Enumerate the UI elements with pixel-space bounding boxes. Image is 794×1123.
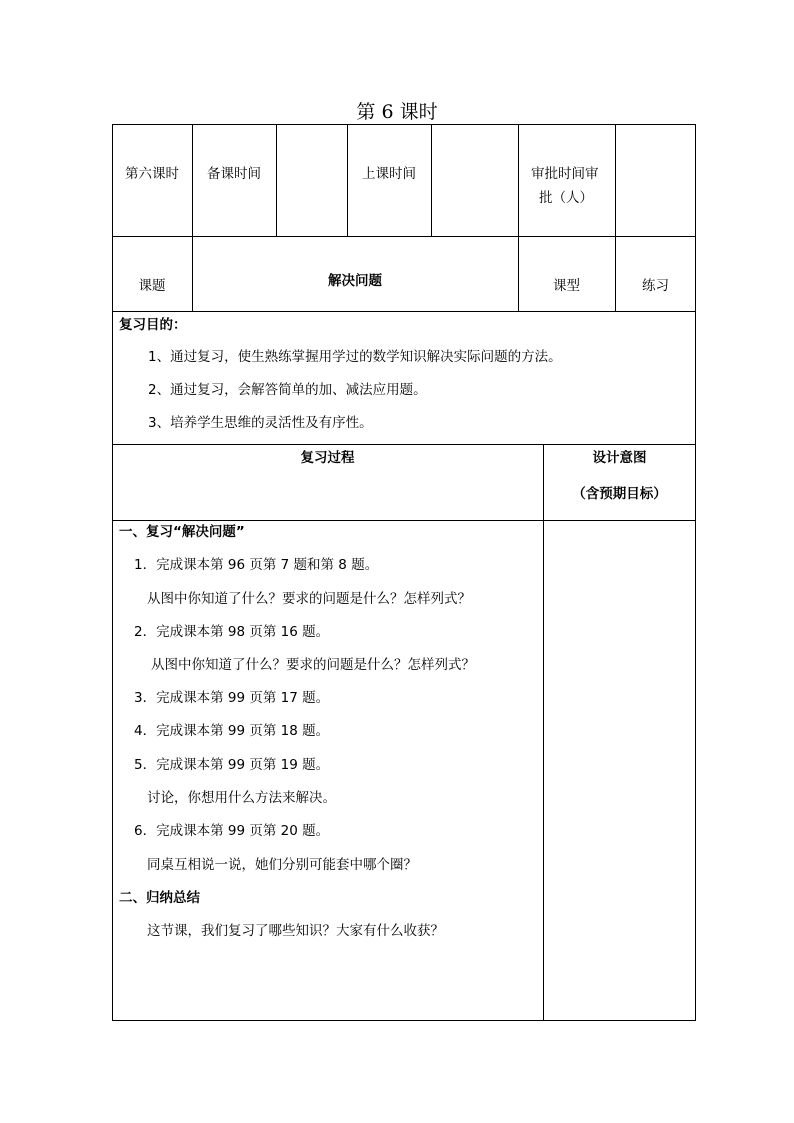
lesson-number-cell: 第六课时 (125, 166, 179, 182)
content-line: 6．完成课本第 99 页第 20 题。 (134, 823, 330, 839)
content-line: 这节课，我们复习了哪些知识？大家有什么收获？ (147, 923, 444, 939)
row-divider (112, 444, 696, 445)
section-heading: 二、归纳总结 (119, 890, 200, 906)
page-title: 第 6 课时 (356, 101, 438, 123)
goal-item: 2、通过复习，会解答简单的加、减法应用题。 (148, 382, 427, 398)
row-divider (112, 311, 696, 312)
content-line: 同桌互相说一说，她们分别可能套中哪个圈？ (147, 857, 417, 873)
goal-item: 1、通过复习，使生熟练掌握用学过的数学知识解决实际问题的方法。 (148, 349, 562, 365)
row-divider (112, 520, 696, 521)
lesson-type-value: 练习 (642, 278, 669, 294)
goal-item: 3、培养学生思维的灵活性及有序性。 (148, 415, 373, 431)
design-intent-heading: 设计意图 (592, 450, 647, 466)
class-time-label: 上课时间 (362, 166, 416, 182)
content-line: 4．完成课本第 99 页第 18 题。 (134, 723, 330, 739)
expected-goal-heading: （含预期目标） (572, 486, 667, 502)
row-divider (112, 236, 696, 237)
cell-divider (431, 124, 432, 236)
content-line: 1．完成课本第 96 页第 7 题和第 8 题。 (134, 557, 379, 573)
content-line: 讨论，你想用什么方法来解决。 (147, 790, 336, 806)
goals-heading: 复习目的： (119, 317, 187, 333)
process-heading: 复习过程 (300, 450, 355, 466)
approval-label-line2: 批（人） (539, 190, 593, 206)
lesson-type-label: 课型 (553, 278, 580, 294)
topic-value: 解决问题 (328, 273, 382, 289)
topic-label: 课题 (138, 278, 166, 294)
content-line: 从图中你知道了什么？要求的问题是什么？怎样列式？ (147, 591, 471, 607)
content-line: 2．完成课本第 98 页第 16 题。 (134, 624, 330, 640)
content-line: 5．完成课本第 99 页第 19 题。 (134, 757, 330, 773)
prep-time-label: 备课时间 (207, 166, 261, 182)
content-line: 3．完成课本第 99 页第 17 题。 (134, 690, 330, 706)
cell-divider (276, 124, 277, 236)
cell-divider (543, 444, 544, 1021)
content-line: 从图中你知道了什么？要求的问题是什么？怎样列式？ (151, 657, 475, 673)
approval-label-line1: 审批时间审 (531, 166, 599, 182)
section-heading: 一、复习“解决问题” (119, 524, 245, 540)
